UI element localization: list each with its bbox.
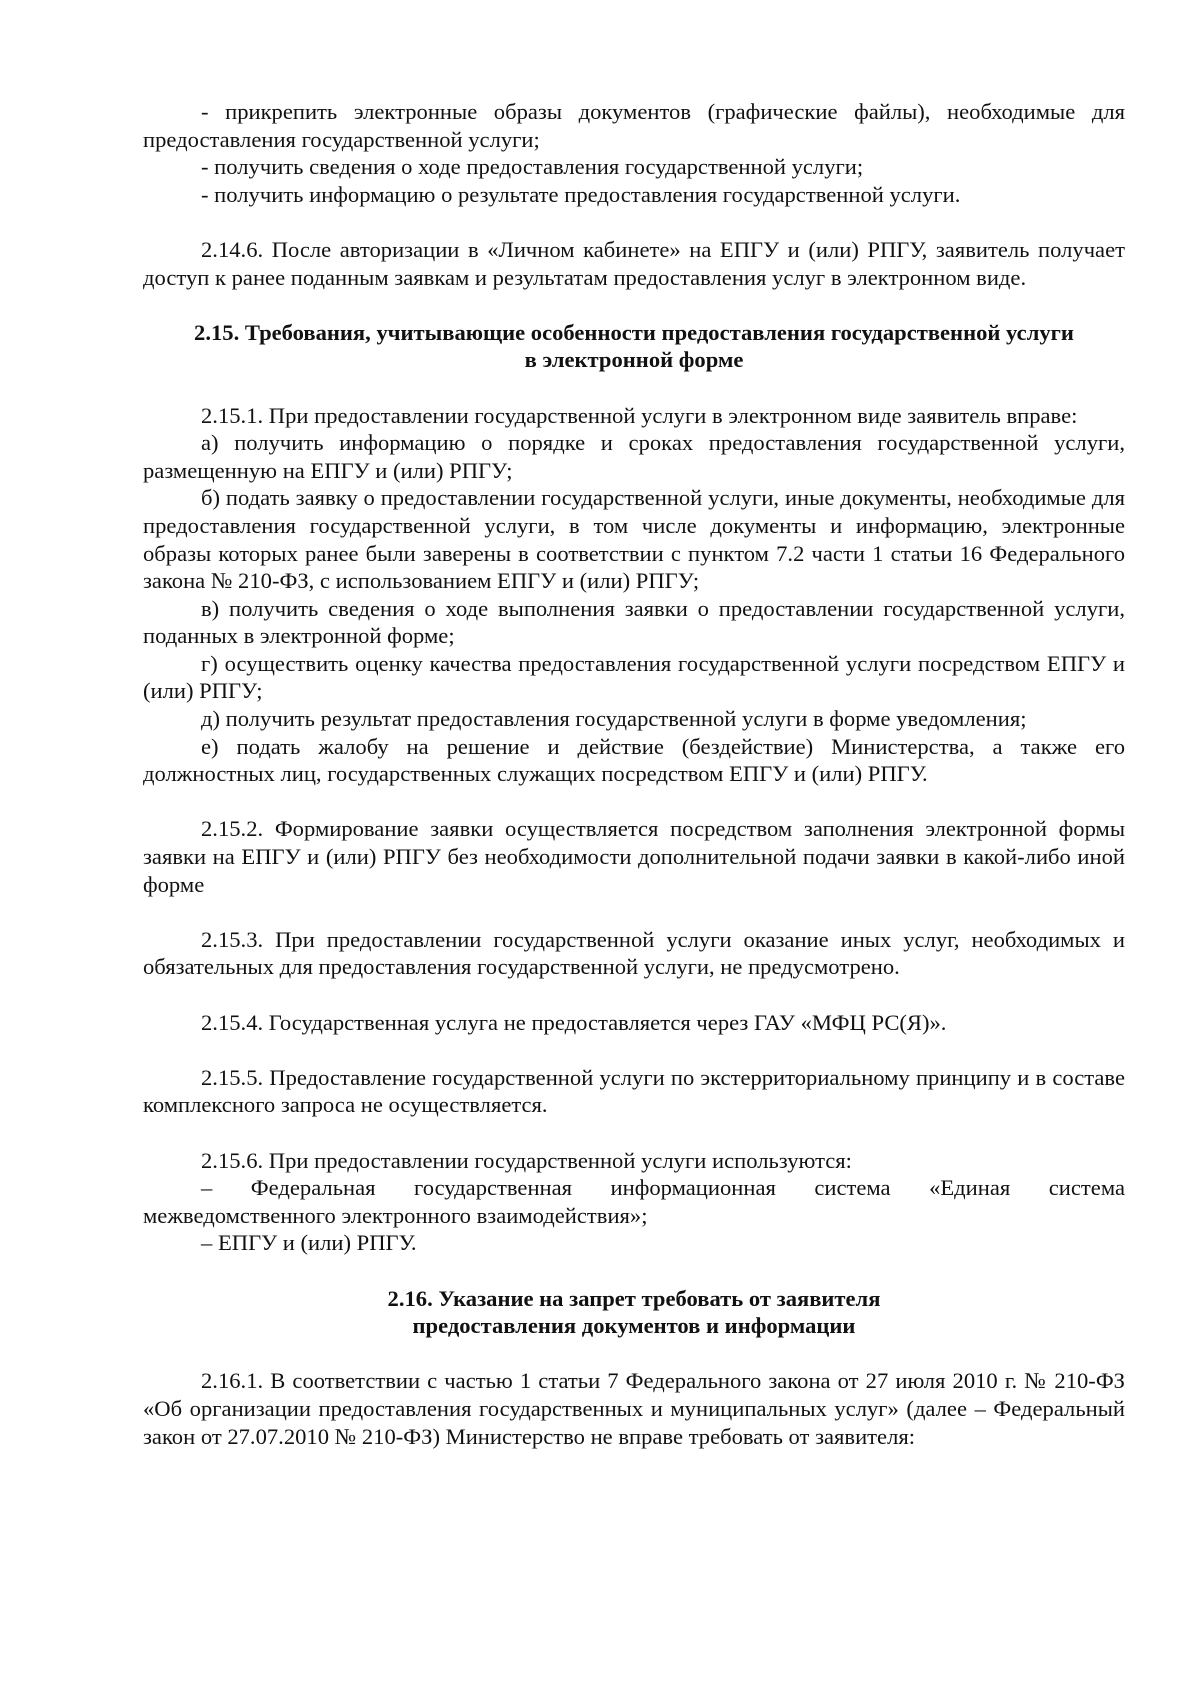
list-item-d: д) получить результат предоставления государственной услуги в форме уведомления; xyxy=(201,706,1027,732)
paragraph-2-15-6: 2.15.6. При предоставлении государственной услуги используются: xyxy=(201,1147,852,1173)
spacer xyxy=(143,898,1125,926)
paragraph-2-15-3: 2.15.3. При предоставлении государственной услуги оказание иных услуг, необходимых и обязательных для предоставления государственной услуги, не предусмотрено. xyxy=(143,926,1125,980)
list-item-b: б) подать заявку о предоставлении государственной услуги, иные документы, необходимые для предоставления государственной услуги, в том числе документы и информацию, электронные образы которых ранее были заверены в соответствии с пунктом 7.2 части 1 статьи 16 Федерального закона № 210-ФЗ, с использованием ЕПГУ и (или) РПГУ; xyxy=(143,485,1125,594)
list-item-smev: – Федеральная государственная информационная система «Единая система межведомственного электронного взаимодействия»; xyxy=(143,1175,1125,1228)
list-item-a: а) получить информацию о порядке и сроках предоставления государственной услуги, размещенную на ЕПГУ и (или) РПГУ; xyxy=(143,430,1125,483)
paragraph-2-15-1: 2.15.1. При предоставлении государственной услуги в электронном виде заявитель вправе: xyxy=(201,402,1078,428)
spacer xyxy=(143,374,1125,402)
spacer xyxy=(143,208,1125,236)
spacer xyxy=(143,1340,1125,1368)
document-body xyxy=(143,98,1125,1450)
list-item-v: в) получить сведения о ходе выполнения заявки о предоставлении государственной услуги, поданных в электронной форме; xyxy=(143,595,1125,649)
section-heading-2-16-line1: 2.16. Указание на запрет требовать от заявителя xyxy=(387,1285,881,1311)
intro-item-progress: - получить сведения о ходе предоставления государственной услуги; xyxy=(201,154,864,180)
paragraph-2-15-5: 2.15.5. Предоставление государственной услуги по экстерриториальному принципу и в составе комплексного запроса не осуществляется. xyxy=(143,1064,1125,1118)
section-heading-2-15-line2: в электронной форме xyxy=(524,347,744,373)
paragraph-2-16-1: 2.16.1. В соответствии с частью 1 статьи 7 Федерального закона от 27 июля 2010 г. № 210-ФЗ «Об организации предоставления государственных и муниципальных услуг» (далее – Федеральный закон от 27.07.2010 № 210-ФЗ) Министерство не вправе требовать от заявителя: xyxy=(143,1368,1125,1449)
section-heading-2-16 xyxy=(143,1285,1125,1340)
spacer xyxy=(143,1119,1125,1147)
paragraph-2-14-6: 2.14.6. После авторизации в «Личном кабинете» на ЕПГУ и (или) РПГУ, заявитель получает доступ к ранее поданным заявкам и результатам предоставления услуг в электронном виде. xyxy=(143,236,1125,290)
spacer xyxy=(143,1257,1125,1285)
list-item-e: е) подать жалобу на решение и действие (бездействие) Министерства, а также его должностных лиц, государственных служащих посредством ЕПГУ и (или) РПГУ. xyxy=(143,733,1125,787)
spacer xyxy=(143,1036,1125,1064)
intro-item-result: - получить информацию о результате предоставления государственной услуги. xyxy=(201,181,961,207)
list-item-g: г) осуществить оценку качества предоставления государственной услуги посредством ЕПГУ и (или) РПГУ; xyxy=(143,650,1125,704)
list-item-epgu: – ЕПГУ и (или) РПГУ. xyxy=(201,1230,417,1256)
paragraph-2-15-2: 2.15.2. Формирование заявки осуществляется посредством заполнения электронной формы заявки на ЕПГУ и (или) РПГУ без необходимости дополнительной подачи заявки в какой-либо иной форме xyxy=(143,816,1125,897)
section-heading-2-15 xyxy=(143,319,1125,374)
spacer xyxy=(143,291,1125,319)
spacer xyxy=(143,788,1125,816)
paragraph-2-15-4: 2.15.4. Государственная услуга не предоставляется через ГАУ «МФЦ РС(Я)». xyxy=(201,1009,947,1035)
section-heading-2-15-line1: 2.15. Требования, учитывающие особенности предоставления государственной услуги xyxy=(194,319,1074,345)
section-heading-2-16-line2: предоставления документов и информации xyxy=(412,1313,856,1339)
spacer xyxy=(143,981,1125,1009)
intro-item-attach: - прикрепить электронные образы документов (графические файлы), необходимые для предоставления государственной услуги; xyxy=(143,99,1125,152)
